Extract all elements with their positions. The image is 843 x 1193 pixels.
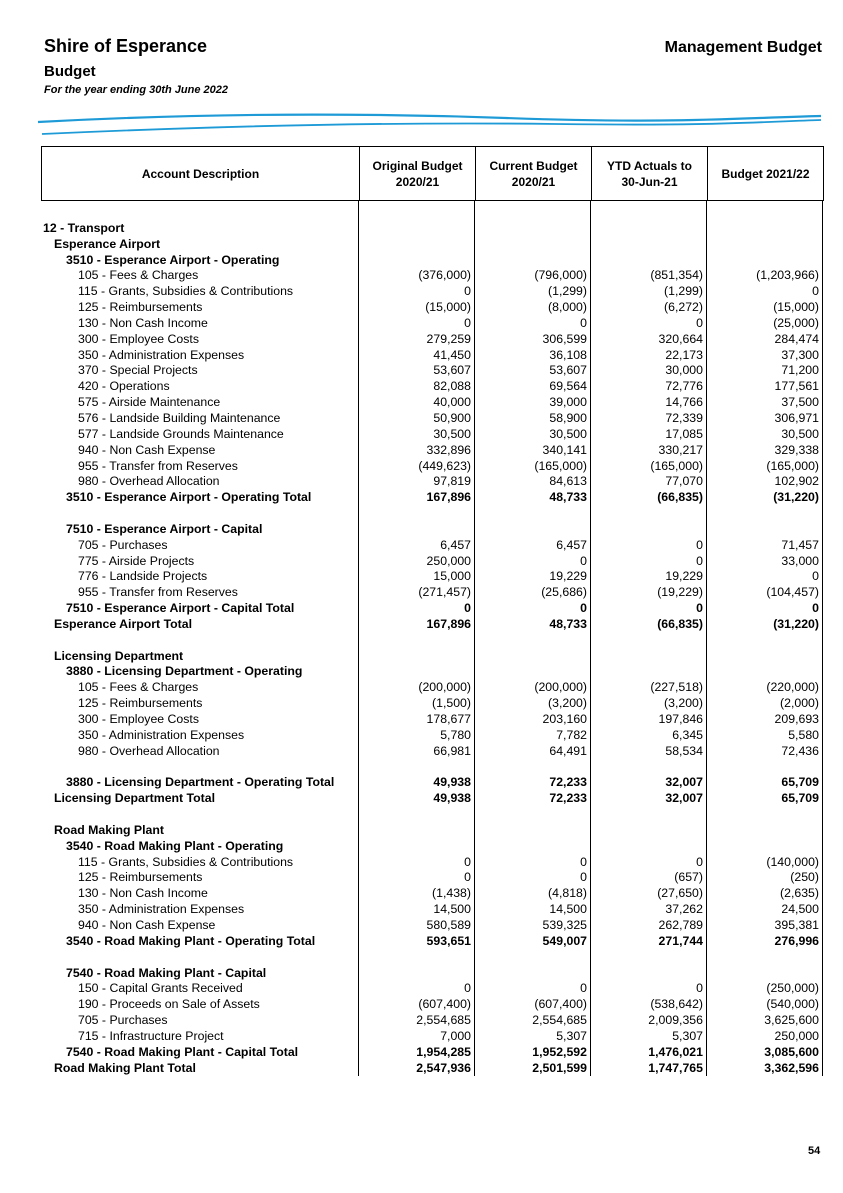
- account-description-cell: [41, 633, 358, 649]
- amount-cell: 97,819: [433, 474, 471, 489]
- account-description-cell: Road Making Plant Total: [54, 1060, 196, 1075]
- amount-cell: 178,677: [426, 712, 471, 726]
- amount-cell: 0: [580, 854, 587, 869]
- amount-cell: 37,500: [781, 395, 819, 410]
- account-description-cell: 705 - Purchases: [78, 1013, 168, 1028]
- column-divider: [358, 201, 359, 1076]
- page-number: 54: [808, 1145, 821, 1157]
- amount-cell: [474, 950, 590, 966]
- amount-cell: (66,835): [657, 616, 703, 631]
- amount-cell: 19,229: [549, 569, 587, 584]
- account-description-cell: [41, 807, 358, 823]
- account-description-cell: 115 - Grants, Subsidies & Contributions: [78, 854, 294, 869]
- amount-cell: [358, 221, 474, 237]
- amount-cell: 3,362,596: [764, 1060, 819, 1075]
- amount-cell: [590, 760, 706, 776]
- amount-cell: 40,000: [433, 395, 471, 410]
- amount-cell: 48,733: [549, 616, 587, 631]
- amount-cell: 0: [464, 854, 471, 869]
- amount-cell: [706, 649, 822, 665]
- account-description-cell: 7510 - Esperance Airport - Capital Total: [66, 601, 295, 616]
- amount-cell: (1,438): [432, 886, 471, 901]
- amount-cell: 22,173: [665, 347, 703, 362]
- amount-cell: (15,000): [425, 300, 471, 315]
- amount-cell: (2,000): [780, 696, 819, 711]
- account-description-cell: 190 - Proceeds on Sale of Assets: [78, 997, 260, 1012]
- amount-cell: 167,896: [426, 490, 471, 505]
- amount-cell: 72,436: [781, 743, 819, 758]
- amount-cell: 177,561: [774, 379, 819, 394]
- account-description-cell: 300 - Employee Costs: [78, 331, 199, 346]
- header-original-budget: Original Budget 2020/21: [359, 147, 475, 200]
- account-description-cell: 130 - Non Cash Income: [78, 886, 208, 901]
- amount-cell: (25,686): [541, 585, 587, 600]
- budget-table: [41, 146, 824, 1076]
- report-title: Management Budget: [664, 39, 822, 56]
- column-divider: [474, 201, 475, 1076]
- amount-cell: [474, 633, 590, 649]
- amount-cell: 32,007: [665, 775, 703, 790]
- account-description-cell: 775 - Airside Projects: [78, 553, 195, 568]
- amount-cell: [706, 633, 822, 649]
- account-description-cell: 130 - Non Cash Income: [78, 315, 208, 330]
- amount-cell: [706, 823, 822, 839]
- amount-cell: 53,607: [433, 363, 471, 378]
- header-ytd-actuals: YTD Actuals to 30-Jun-21: [591, 147, 707, 200]
- account-description-cell: 980 - Overhead Allocation: [78, 743, 220, 758]
- account-description-cell: 115 - Grants, Subsidies & Contributions: [78, 284, 294, 299]
- amount-cell: (1,203,966): [756, 268, 819, 283]
- account-description-cell: 940 - Non Cash Expense: [78, 917, 216, 932]
- amount-cell: 58,900: [549, 410, 587, 425]
- amount-cell: (227,518): [650, 680, 703, 695]
- account-description-cell: 7510 - Esperance Airport - Capital: [66, 521, 263, 536]
- amount-cell: 539,325: [542, 917, 587, 932]
- amount-cell: 82,088: [433, 379, 471, 394]
- amount-cell: [590, 966, 706, 982]
- amount-cell: 14,500: [433, 902, 471, 917]
- amount-cell: 1,952,592: [532, 1044, 587, 1059]
- account-description-cell: 705 - Purchases: [78, 537, 168, 552]
- amount-cell: 0: [812, 601, 819, 616]
- amount-cell: 250,000: [774, 1028, 819, 1043]
- amount-cell: 2,554,685: [532, 1013, 587, 1028]
- amount-cell: [358, 807, 474, 823]
- amount-cell: 15,000: [433, 569, 471, 584]
- amount-cell: [358, 950, 474, 966]
- amount-cell: 77,070: [665, 474, 703, 489]
- amount-cell: (657): [674, 870, 703, 885]
- account-description-cell: 125 - Reimbursements: [78, 870, 203, 885]
- amount-cell: 84,613: [549, 474, 587, 489]
- amount-cell: 0: [580, 315, 587, 330]
- amount-cell: 0: [696, 854, 703, 869]
- account-description-cell: 125 - Reimbursements: [78, 300, 203, 315]
- amount-cell: [706, 760, 822, 776]
- amount-cell: [358, 237, 474, 253]
- amount-cell: [358, 839, 474, 855]
- amount-cell: [474, 839, 590, 855]
- account-description-cell: 150 - Capital Grants Received: [78, 981, 243, 996]
- header-account-description: Account Description: [141, 166, 260, 181]
- amount-cell: 306,599: [542, 331, 587, 346]
- amount-cell: 49,938: [433, 791, 471, 806]
- amount-cell: (250): [790, 870, 819, 885]
- amount-cell: [590, 522, 706, 538]
- amount-cell: 37,262: [665, 902, 703, 917]
- account-description-cell: 940 - Non Cash Expense: [78, 442, 216, 457]
- amount-cell: 5,307: [556, 1028, 587, 1043]
- amount-cell: 332,896: [426, 442, 471, 457]
- amount-cell: 71,457: [781, 537, 819, 552]
- amount-cell: 41,450: [433, 347, 471, 362]
- account-description-cell: 715 - Infrastructure Project: [78, 1028, 224, 1043]
- amount-cell: 209,693: [774, 712, 819, 726]
- account-description-cell: 776 - Landside Projects: [78, 569, 208, 584]
- amount-cell: 32,007: [665, 791, 703, 806]
- amount-cell: [358, 522, 474, 538]
- amount-cell: [590, 664, 706, 680]
- account-description-cell: Esperance Airport Total: [54, 616, 193, 631]
- amount-cell: 1,954,285: [416, 1044, 471, 1059]
- amount-cell: (796,000): [534, 268, 587, 283]
- amount-cell: 320,664: [658, 331, 703, 346]
- amount-cell: [706, 522, 822, 538]
- amount-cell: 330,217: [658, 442, 703, 457]
- amount-cell: 0: [696, 553, 703, 568]
- amount-cell: (851,354): [650, 268, 703, 283]
- amount-cell: [474, 823, 590, 839]
- amount-cell: 284,474: [774, 331, 819, 346]
- amount-cell: 66,981: [433, 743, 471, 758]
- account-description-cell: 575 - Airside Maintenance: [78, 395, 221, 410]
- column-divider: [706, 201, 707, 1076]
- amount-cell: 5,780: [440, 727, 471, 742]
- amount-cell: (31,220): [773, 616, 819, 631]
- amount-cell: (607,400): [418, 997, 471, 1012]
- amount-cell: 2,009,356: [648, 1013, 703, 1028]
- account-description-cell: 370 - Special Projects: [78, 363, 198, 378]
- amount-cell: 167,896: [426, 616, 471, 631]
- account-description-cell: 125 - Reimbursements: [78, 696, 203, 711]
- amount-cell: [474, 807, 590, 823]
- amount-cell: 0: [464, 870, 471, 885]
- organisation-name: Shire of Esperance: [44, 36, 208, 56]
- amount-cell: 0: [812, 284, 819, 299]
- amount-cell: 197,846: [658, 712, 703, 726]
- amount-cell: 33,000: [781, 553, 819, 568]
- amount-cell: 48,733: [549, 490, 587, 505]
- amount-cell: [590, 205, 706, 221]
- amount-cell: 65,709: [781, 775, 819, 790]
- amount-cell: 71,200: [781, 363, 819, 378]
- amount-cell: 0: [580, 553, 587, 568]
- amount-cell: [358, 760, 474, 776]
- amount-cell: 306,971: [774, 410, 819, 425]
- amount-cell: 593,651: [426, 933, 471, 948]
- amount-cell: 72,233: [549, 775, 587, 790]
- amount-cell: [474, 966, 590, 982]
- amount-cell: 49,938: [433, 775, 471, 790]
- amount-cell: 37,300: [781, 347, 819, 362]
- amount-cell: [474, 221, 590, 237]
- account-description-cell: 350 - Administration Expenses: [78, 727, 245, 742]
- amount-cell: 0: [464, 981, 471, 996]
- amount-cell: [474, 760, 590, 776]
- amount-cell: 271,744: [658, 933, 703, 948]
- amount-cell: [590, 649, 706, 665]
- amount-cell: 0: [696, 601, 703, 616]
- amount-cell: (140,000): [766, 854, 819, 869]
- amount-cell: 1,747,765: [648, 1060, 703, 1075]
- amount-cell: (19,229): [657, 585, 703, 600]
- column-divider: [590, 201, 591, 1076]
- amount-cell: (538,642): [650, 997, 703, 1012]
- amount-cell: (1,299): [664, 284, 703, 299]
- amount-cell: 64,491: [549, 743, 587, 758]
- amount-cell: [474, 649, 590, 665]
- account-description-cell: 105 - Fees & Charges: [78, 268, 199, 283]
- account-description-cell: 350 - Administration Expenses: [78, 902, 245, 917]
- amount-cell: [706, 839, 822, 855]
- amount-cell: [358, 253, 474, 269]
- account-description-cell: 105 - Fees & Charges: [78, 680, 199, 695]
- amount-cell: 262,789: [658, 917, 703, 932]
- amount-cell: [474, 664, 590, 680]
- amount-cell: [358, 966, 474, 982]
- amount-cell: 0: [580, 601, 587, 616]
- amount-cell: (15,000): [773, 300, 819, 315]
- amount-cell: 17,085: [665, 426, 703, 441]
- amount-cell: (27,650): [657, 886, 703, 901]
- amount-cell: [706, 253, 822, 269]
- amount-cell: 0: [812, 569, 819, 584]
- amount-cell: (540,000): [766, 997, 819, 1012]
- account-description-cell: 3510 - Esperance Airport - Operating Total: [66, 490, 312, 505]
- amount-cell: 53,607: [549, 363, 587, 378]
- amount-cell: 14,766: [665, 395, 703, 410]
- amount-cell: (376,000): [418, 268, 471, 283]
- amount-cell: [706, 506, 822, 522]
- amount-cell: 72,776: [665, 379, 703, 394]
- amount-cell: (66,835): [657, 490, 703, 505]
- amount-cell: [706, 807, 822, 823]
- amount-cell: [590, 506, 706, 522]
- amount-cell: 24,500: [781, 902, 819, 917]
- amount-cell: (104,457): [766, 585, 819, 600]
- report-period: For the year ending 30th June 2022: [44, 84, 229, 96]
- amount-cell: (165,000): [766, 458, 819, 473]
- amount-cell: [706, 237, 822, 253]
- account-description-cell: 3540 - Road Making Plant - Operating Total: [66, 933, 316, 948]
- amount-cell: (165,000): [534, 458, 587, 473]
- amount-cell: 0: [696, 981, 703, 996]
- header-current-budget: Current Budget 2020/21: [475, 147, 591, 200]
- amount-cell: 2,554,685: [416, 1013, 471, 1028]
- amount-cell: (6,272): [664, 300, 703, 315]
- amount-cell: [358, 205, 474, 221]
- amount-cell: (8,000): [548, 300, 587, 315]
- amount-cell: 0: [580, 981, 587, 996]
- account-description-cell: 955 - Transfer from Reserves: [78, 458, 238, 473]
- header-budget-2021-22: Budget 2021/22: [707, 147, 823, 200]
- amount-cell: [358, 664, 474, 680]
- account-description-cell: 12 - Transport: [43, 220, 125, 235]
- amount-cell: 0: [580, 870, 587, 885]
- amount-cell: [474, 253, 590, 269]
- amount-cell: (3,200): [664, 696, 703, 711]
- account-description-cell: 420 - Operations: [78, 379, 170, 394]
- amount-cell: (1,500): [432, 696, 471, 711]
- account-description-cell: [41, 950, 358, 966]
- amount-cell: [590, 237, 706, 253]
- amount-cell: [706, 205, 822, 221]
- amount-cell: (31,220): [773, 490, 819, 505]
- table-body: [41, 201, 824, 1076]
- amount-cell: [590, 823, 706, 839]
- amount-cell: 65,709: [781, 791, 819, 806]
- amount-cell: 5,307: [672, 1028, 703, 1043]
- amount-cell: 0: [696, 315, 703, 330]
- amount-cell: (449,623): [418, 458, 471, 473]
- amount-cell: 1,476,021: [648, 1044, 703, 1059]
- amount-cell: (220,000): [766, 680, 819, 695]
- account-description-cell: 3880 - Licensing Department - Operating: [66, 664, 303, 679]
- amount-cell: [590, 950, 706, 966]
- amount-cell: 72,233: [549, 791, 587, 806]
- amount-cell: 30,500: [549, 426, 587, 441]
- amount-cell: (250,000): [766, 981, 819, 996]
- account-description-cell: 300 - Employee Costs: [78, 712, 199, 726]
- amount-cell: 3,085,600: [764, 1044, 819, 1059]
- amount-cell: [590, 807, 706, 823]
- account-description-cell: [41, 506, 358, 522]
- amount-cell: 2,501,599: [532, 1060, 587, 1075]
- amount-cell: [590, 839, 706, 855]
- amount-cell: 549,007: [542, 933, 587, 948]
- amount-cell: (607,400): [534, 997, 587, 1012]
- amount-cell: [474, 522, 590, 538]
- amount-cell: (271,457): [418, 585, 471, 600]
- amount-cell: 50,900: [433, 410, 471, 425]
- amount-cell: 0: [464, 284, 471, 299]
- amount-cell: 6,345: [672, 727, 703, 742]
- amount-cell: (4,818): [548, 886, 587, 901]
- account-description-cell: 350 - Administration Expenses: [78, 347, 245, 362]
- amount-cell: 14,500: [549, 902, 587, 917]
- amount-cell: 36,108: [549, 347, 587, 362]
- amount-cell: 30,500: [781, 426, 819, 441]
- amount-cell: 276,996: [774, 933, 819, 948]
- account-description-cell: Road Making Plant: [54, 822, 164, 837]
- amount-cell: 69,564: [549, 379, 587, 394]
- account-description-cell: 576 - Landside Building Maintenance: [78, 410, 281, 425]
- amount-cell: 395,381: [774, 917, 819, 932]
- account-description-cell: 7540 - Road Making Plant - Capital Total: [66, 1044, 299, 1059]
- swoosh-decoration: [36, 110, 826, 140]
- amount-cell: [474, 237, 590, 253]
- amount-cell: 250,000: [426, 553, 471, 568]
- account-description-cell: 577 - Landside Grounds Maintenance: [78, 426, 284, 441]
- amount-cell: [706, 950, 822, 966]
- amount-cell: 6,457: [556, 537, 587, 552]
- amount-cell: (165,000): [650, 458, 703, 473]
- amount-cell: (200,000): [418, 680, 471, 695]
- amount-cell: [590, 633, 706, 649]
- amount-cell: 19,229: [665, 569, 703, 584]
- amount-cell: 203,160: [542, 712, 587, 726]
- amount-cell: [706, 664, 822, 680]
- amount-cell: 0: [696, 537, 703, 552]
- account-description-cell: [41, 760, 358, 776]
- amount-cell: [706, 221, 822, 237]
- amount-cell: 279,259: [426, 331, 471, 346]
- amount-cell: (3,200): [548, 696, 587, 711]
- account-description-cell: 7540 - Road Making Plant - Capital: [66, 965, 267, 980]
- amount-cell: [706, 966, 822, 982]
- report-subtitle: Budget: [44, 63, 96, 80]
- amount-cell: [358, 506, 474, 522]
- account-description-cell: 3510 - Esperance Airport - Operating: [66, 252, 280, 267]
- account-description-cell: Esperance Airport: [54, 236, 161, 251]
- amount-cell: [358, 649, 474, 665]
- account-description-cell: [41, 205, 358, 221]
- amount-cell: 72,339: [665, 410, 703, 425]
- amount-cell: [590, 253, 706, 269]
- amount-cell: [590, 221, 706, 237]
- amount-cell: [474, 506, 590, 522]
- amount-cell: (1,299): [548, 284, 587, 299]
- amount-cell: 58,534: [665, 743, 703, 758]
- amount-cell: 7,000: [440, 1028, 471, 1043]
- amount-cell: 0: [464, 315, 471, 330]
- amount-cell: 39,000: [549, 395, 587, 410]
- amount-cell: 0: [464, 601, 471, 616]
- account-description-cell: Licensing Department: [54, 648, 184, 663]
- amount-cell: [358, 823, 474, 839]
- table-header: [41, 146, 824, 201]
- account-description-cell: 3880 - Licensing Department - Operating Total: [66, 775, 335, 790]
- account-description-cell: 3540 - Road Making Plant - Operating: [66, 838, 284, 853]
- amount-cell: [358, 633, 474, 649]
- amount-cell: (25,000): [773, 315, 819, 330]
- amount-cell: 5,580: [788, 727, 819, 742]
- amount-cell: 329,338: [774, 442, 819, 457]
- amount-cell: 102,902: [774, 474, 819, 489]
- amount-cell: (200,000): [534, 680, 587, 695]
- amount-cell: 7,782: [556, 727, 587, 742]
- amount-cell: 30,500: [433, 426, 471, 441]
- amount-cell: [474, 205, 590, 221]
- account-description-cell: 980 - Overhead Allocation: [78, 474, 220, 489]
- account-description-cell: Licensing Department Total: [54, 791, 216, 806]
- amount-cell: 580,589: [426, 917, 471, 932]
- column-divider: [822, 201, 823, 1076]
- amount-cell: 6,457: [440, 537, 471, 552]
- amount-cell: 30,000: [665, 363, 703, 378]
- amount-cell: (2,635): [780, 886, 819, 901]
- account-description-cell: 955 - Transfer from Reserves: [78, 585, 238, 600]
- amount-cell: 2,547,936: [416, 1060, 471, 1075]
- amount-cell: 3,625,600: [764, 1013, 819, 1028]
- amount-cell: 340,141: [542, 442, 587, 457]
